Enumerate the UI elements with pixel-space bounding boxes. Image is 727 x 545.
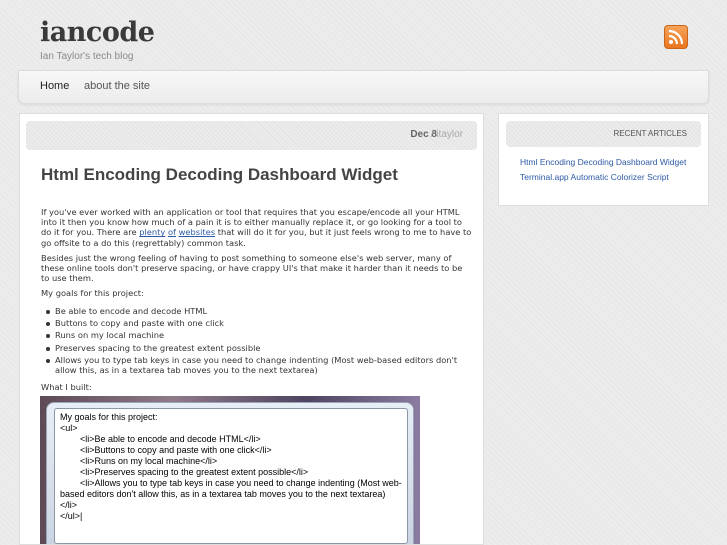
sidebar-title: RECENT ARTICLES: [613, 129, 687, 138]
list-item: Allows you to type tab keys in case you need to change indenting (Most web-based editors don't allow this, as in a textarea tab moves you to the next textarea): [41, 355, 473, 375]
recent-articles-list: [520, 157, 696, 187]
post-title[interactable]: Html Encoding Decoding Dashboard Widget: [41, 165, 398, 184]
widget-textarea: My goals for this project: <ul> <li>Be able to encode and decode HTML</li> <li>Buttons to copy and paste with one click</li> <li>Runs on my local machine</li> <li>Preserves spacing to the greatest extent possible</li> <li>Allows you to type tab keys in case you need to change indenting (Most web-based editors don't allow this, as in a textarea tab moves you to the next textarea)</li> </ul>|: [54, 408, 408, 544]
post-meta-bar: [26, 121, 477, 150]
post-container: [19, 113, 484, 545]
main-navigation: [18, 70, 709, 104]
rss-glyph-icon: [668, 29, 684, 45]
nav-home[interactable]: Home: [40, 80, 70, 92]
paragraph-goals-heading: My goals for this project:: [41, 288, 144, 299]
what-i-built-label: What I built:: [41, 381, 92, 392]
list-item: Preserves spacing to the greatest extent possible: [41, 343, 473, 353]
site-tagline: Ian Taylor's tech blog: [40, 51, 134, 62]
paragraph-spacing: Besides just the wrong feeling of having to post something to someone else's web server, many of these online tools don't preserve spacing, or have crappy UI's that make it harder than it needs to be to use them.: [41, 252, 463, 284]
paragraph-text: that will do it for you, but it just feels wrong to me to have to go offsite to a do this (regrettably) common task.: [41, 227, 472, 248]
widget-frame: [46, 402, 414, 545]
paragraph-text: If you've ever worked with an application or tool that requires that you escape/encode all your HTML into it then you know how much of a pain it is to either manually replace it, or go looking for a tool to do it for you. There are: [41, 207, 462, 238]
link-of[interactable]: of: [167, 227, 176, 238]
paragraph-intro: [41, 207, 473, 248]
rss-feed-icon[interactable]: [664, 25, 688, 49]
recent-article-link[interactable]: Terminal.app Automatic Colorizer Script: [520, 172, 669, 182]
list-item: Runs on my local machine: [41, 330, 473, 340]
nav-about[interactable]: about the site: [84, 80, 151, 92]
post-body: [41, 207, 473, 397]
widget-screenshot: [40, 396, 420, 545]
recent-article-link[interactable]: Html Encoding Decoding Dashboard Widget: [520, 157, 687, 167]
post-author[interactable]: / itaylor: [430, 129, 463, 140]
post-date: Dec 8: [410, 129, 437, 140]
link-plenty[interactable]: plenty: [139, 227, 166, 238]
list-item: Buttons to copy and paste with one click: [41, 318, 473, 328]
sidebar-header: [506, 121, 701, 147]
site-title[interactable]: iancode: [40, 17, 155, 48]
goals-list: [41, 306, 473, 376]
list-item: Be able to encode and decode HTML: [41, 306, 473, 316]
sidebar-recent-articles: [498, 113, 709, 206]
link-websites[interactable]: websites: [178, 227, 216, 238]
